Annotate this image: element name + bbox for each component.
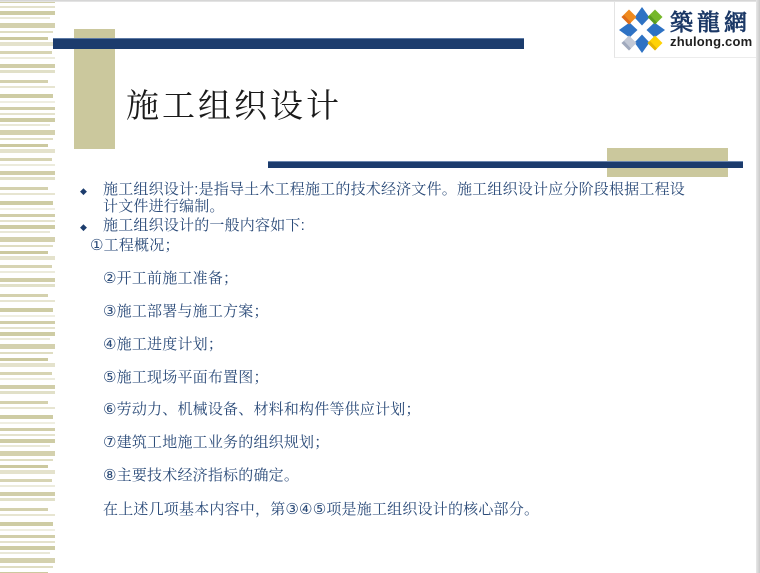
list-item: ②开工前施工准备； [103, 269, 239, 287]
bullet-text: 施工组织设计的一般内容如下: [103, 217, 305, 234]
list-item: ⑥劳动力、机械设备、材料和构件等供应计划； [103, 401, 421, 419]
bullet-point [80, 218, 698, 235]
logo-name: 築龍網 [670, 10, 751, 35]
slide-title: 施工组织设计 [126, 89, 342, 125]
bullet-point [80, 182, 698, 215]
title-underline-bar [268, 161, 743, 168]
numbered-list [80, 238, 698, 535]
left-stripe-decoration [0, 0, 56, 573]
right-edge-divider [756, 0, 760, 573]
top-edge-divider [0, 0, 760, 2]
list-item: ⑧主要技术经济指标的确定。 [103, 467, 300, 485]
diamond-bullet-icon: ◆ [80, 186, 87, 196]
closing-note: 在上述几项基本内容中，第③④⑤项是施工组织设计的核心部分。 [103, 500, 540, 518]
diamond-bullet-icon: ◆ [80, 222, 87, 232]
list-item: ③施工部署与施工方案； [103, 302, 269, 320]
slide-body [80, 181, 698, 518]
logo-domain: zhulong.com [670, 34, 753, 49]
list-item: ⑦建筑工地施工业务的组织规划； [103, 434, 330, 452]
bullet-text: 施工组织设计:是指导土木工程施工的技术经济文件。施工组织设计应分阶段根据工程设计文件进行编制。 [103, 181, 685, 215]
list-item: ⑤施工现场平面布置图； [103, 368, 269, 386]
top-accent-bar [53, 38, 524, 49]
zhulong-logo[interactable] [614, 2, 760, 58]
logo-text-group [670, 10, 752, 49]
list-item: ①工程概况； [90, 237, 180, 254]
pinwheel-logo-icon [618, 6, 666, 54]
list-item: ④施工进度计划； [103, 335, 224, 353]
